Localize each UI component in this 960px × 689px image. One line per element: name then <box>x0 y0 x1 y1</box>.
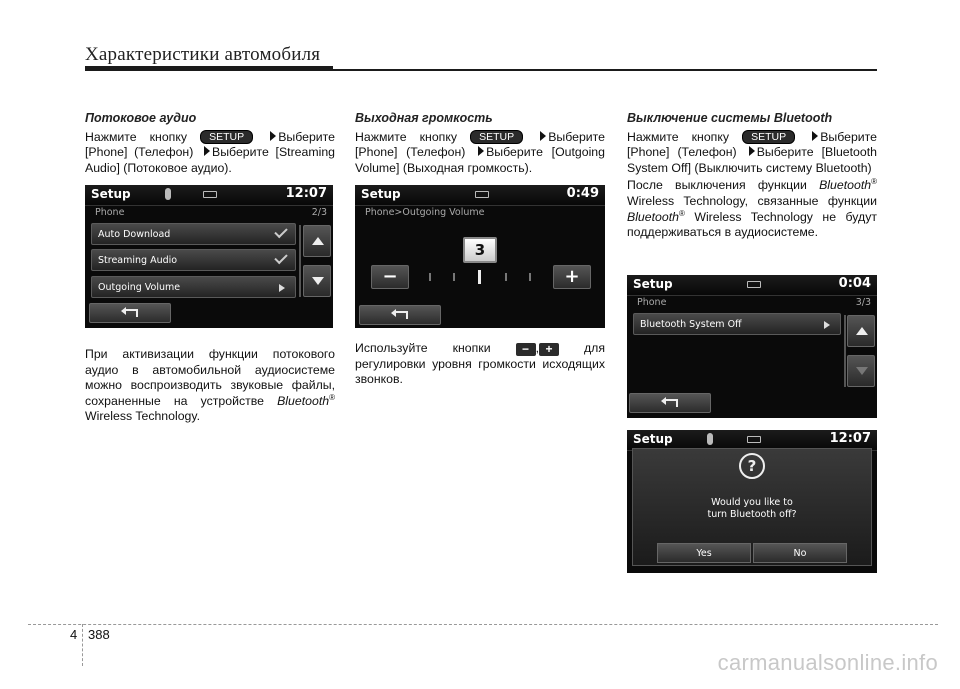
volume-up-button[interactable]: + <box>553 265 591 289</box>
text-separator: , <box>535 341 539 355</box>
text-after-off: После выключения функции <box>627 178 807 193</box>
text-select: Выберите <box>548 129 606 144</box>
column-outgoing-volume <box>355 111 605 176</box>
header-rule-accent <box>85 66 333 71</box>
arrow-right-icon <box>204 146 210 156</box>
text-phone: [Phone] (Телефон) <box>85 145 194 160</box>
breadcrumb: Phone>Outgoing Volume <box>365 207 485 218</box>
clock: 0:04 <box>838 276 871 291</box>
minus-icon: − <box>516 343 536 356</box>
screen-title: Setup <box>91 187 131 201</box>
plus-icon: + <box>539 343 559 356</box>
text-press-button: Нажмите кнопку <box>85 129 188 144</box>
volume-tick-current <box>478 270 481 284</box>
page-indicator: 2/3 <box>311 207 327 218</box>
text-phone: [Phone] (Телефон) <box>355 145 466 160</box>
usb-icon <box>203 191 217 198</box>
text-not-supported: Wireless Technology не будут поддерживаться в аудиосистеме. <box>627 209 877 240</box>
watermark: carmanualsonline.info <box>717 650 938 675</box>
outgoing-volume-instructions <box>355 130 605 177</box>
checkmark-icon <box>274 251 287 264</box>
arrow-right-icon <box>540 131 546 141</box>
menu-item-label: Auto Download <box>98 229 171 240</box>
clock: 0:49 <box>566 186 599 201</box>
menu-item-auto-download[interactable] <box>91 223 296 245</box>
text-bluetooth: Bluetooth <box>819 178 872 193</box>
column-bluetooth-off <box>627 111 877 241</box>
clock: 12:07 <box>829 431 871 446</box>
volume-tick <box>505 273 507 281</box>
text-streaming-audio: [Streaming Audio] (Потоковое аудио). <box>85 145 335 175</box>
text-description: При активизации функции потокового аудио в автомобильной аудиосистеме можно воспроизводить звуковые файлы, сохраненные на устройстве <box>85 347 335 408</box>
breadcrumb: Phone <box>95 207 125 218</box>
screen-phone-menu <box>85 185 333 328</box>
text-select: Выберите <box>820 129 878 144</box>
text-wireless-tech: Wireless Technology. <box>85 409 201 424</box>
back-arrow-tail <box>664 399 678 407</box>
scrollbar[interactable] <box>299 225 301 297</box>
text-phone: [Phone] (Телефон) <box>627 145 737 160</box>
menu-item-streaming-audio[interactable] <box>91 249 296 271</box>
menu-item-bluetooth-system-off[interactable] <box>633 313 841 335</box>
bluetooth-off-instructions <box>627 130 877 177</box>
no-button[interactable]: No <box>753 543 847 563</box>
volume-tick <box>529 273 531 281</box>
back-arrow-tail <box>394 311 408 319</box>
page-indicator: 3/3 <box>855 297 871 308</box>
text-adjust-volume: для регулировки уровня громкости исходящих звонков. <box>355 341 605 387</box>
screen-bluetooth-off-dialog <box>627 430 877 573</box>
yes-button[interactable]: Yes <box>657 543 751 563</box>
screen-outgoing-volume <box>355 185 605 328</box>
chapter-number: 4 <box>70 627 78 642</box>
status-bar <box>85 185 333 206</box>
registered-mark: ® <box>329 392 335 402</box>
volume-down-button[interactable]: − <box>371 265 409 289</box>
menu-item-label: Outgoing Volume <box>98 282 181 293</box>
section-title-outgoing-volume: Выходная громкость <box>355 111 493 125</box>
dialog-line-1: Would you like to <box>711 497 793 508</box>
scroll-down-button[interactable] <box>847 355 875 387</box>
usb-icon <box>475 191 489 198</box>
status-bar <box>355 185 605 206</box>
registered-mark: ® <box>678 208 685 218</box>
text-press-button: Нажмите кнопку <box>355 129 458 144</box>
page-number: 388 <box>88 627 110 642</box>
back-button[interactable] <box>629 393 711 413</box>
volume-tick <box>429 273 431 281</box>
section-title-bluetooth-off: Выключение системы Bluetooth <box>627 111 833 125</box>
back-button[interactable] <box>359 305 441 325</box>
menu-item-label: Bluetooth System Off <box>640 319 742 330</box>
bluetooth-icon <box>707 433 713 445</box>
text-wireless-tech: Wireless Technology, связанные функции <box>627 193 877 208</box>
menu-item-label: Streaming Audio <box>98 255 178 266</box>
arrow-right-icon <box>749 146 755 156</box>
text-bluetooth: Bluetooth <box>627 209 679 224</box>
setup-badge: SETUP <box>200 130 253 144</box>
streaming-audio-description <box>85 347 335 425</box>
play-arrow-icon <box>824 321 830 329</box>
question-icon: ? <box>739 453 765 479</box>
column-streaming-audio <box>85 111 335 176</box>
menu-item-outgoing-volume[interactable] <box>91 276 296 298</box>
dialog-line-2: turn Bluetooth off? <box>707 509 797 520</box>
usb-icon <box>747 281 761 288</box>
play-arrow-icon <box>279 284 285 292</box>
text-press-button: Нажмите кнопку <box>627 129 730 144</box>
footer-divider <box>82 624 83 666</box>
text-bluetooth-system-off: Выберите [Bluetooth System Off] (Выключить систему Bluetooth) <box>627 145 877 175</box>
screen-title: Setup <box>361 187 401 201</box>
scroll-down-button[interactable] <box>303 265 331 297</box>
bluetooth-off-paragraph <box>627 178 877 240</box>
streaming-audio-instructions <box>85 130 335 177</box>
registered-mark: ® <box>871 177 877 187</box>
streaming-audio-paragraph <box>85 347 335 425</box>
text-select: Выберите <box>212 145 269 160</box>
arrow-up-icon <box>312 237 324 245</box>
page-header-title: Характеристики автомобиля <box>85 44 321 65</box>
clock: 12:07 <box>285 186 327 201</box>
arrow-right-icon <box>812 131 818 141</box>
arrow-down-icon <box>312 277 324 285</box>
arrow-right-icon <box>478 146 484 156</box>
screen-title: Setup <box>633 432 673 446</box>
setup-badge: SETUP <box>470 130 523 144</box>
footer-rule <box>28 624 938 625</box>
breadcrumb: Phone <box>637 297 667 308</box>
back-button[interactable] <box>89 303 171 323</box>
section-title-streaming-audio: Потоковое аудио <box>85 111 197 125</box>
arrow-up-icon <box>856 327 868 335</box>
confirm-dialog <box>632 448 872 566</box>
dialog-message <box>633 497 871 521</box>
arrow-right-icon <box>270 131 276 141</box>
text-select: Выберите <box>278 129 336 144</box>
text-use-buttons: Используйте кнопки <box>355 341 491 355</box>
checkmark-icon <box>274 225 287 238</box>
usb-icon <box>747 436 761 443</box>
volume-level: 3 <box>463 237 497 263</box>
back-arrow-tail <box>124 309 138 317</box>
bluetooth-icon <box>165 188 171 200</box>
status-bar <box>627 275 877 296</box>
volume-tick <box>453 273 455 281</box>
screen-title: Setup <box>633 277 673 291</box>
scrollbar[interactable] <box>844 315 846 387</box>
scroll-up-button[interactable] <box>847 315 875 347</box>
screen-bluetooth-menu <box>627 275 877 418</box>
scroll-up-button[interactable] <box>303 225 331 257</box>
outgoing-volume-description <box>355 341 605 388</box>
outgoing-volume-paragraph <box>355 341 605 388</box>
setup-badge: SETUP <box>742 130 795 144</box>
text-outgoing-volume: Выберите [Outgoing Volume] (Выходная громкость). <box>355 145 605 175</box>
arrow-down-icon <box>856 367 868 375</box>
text-bluetooth: Bluetooth <box>277 393 330 408</box>
